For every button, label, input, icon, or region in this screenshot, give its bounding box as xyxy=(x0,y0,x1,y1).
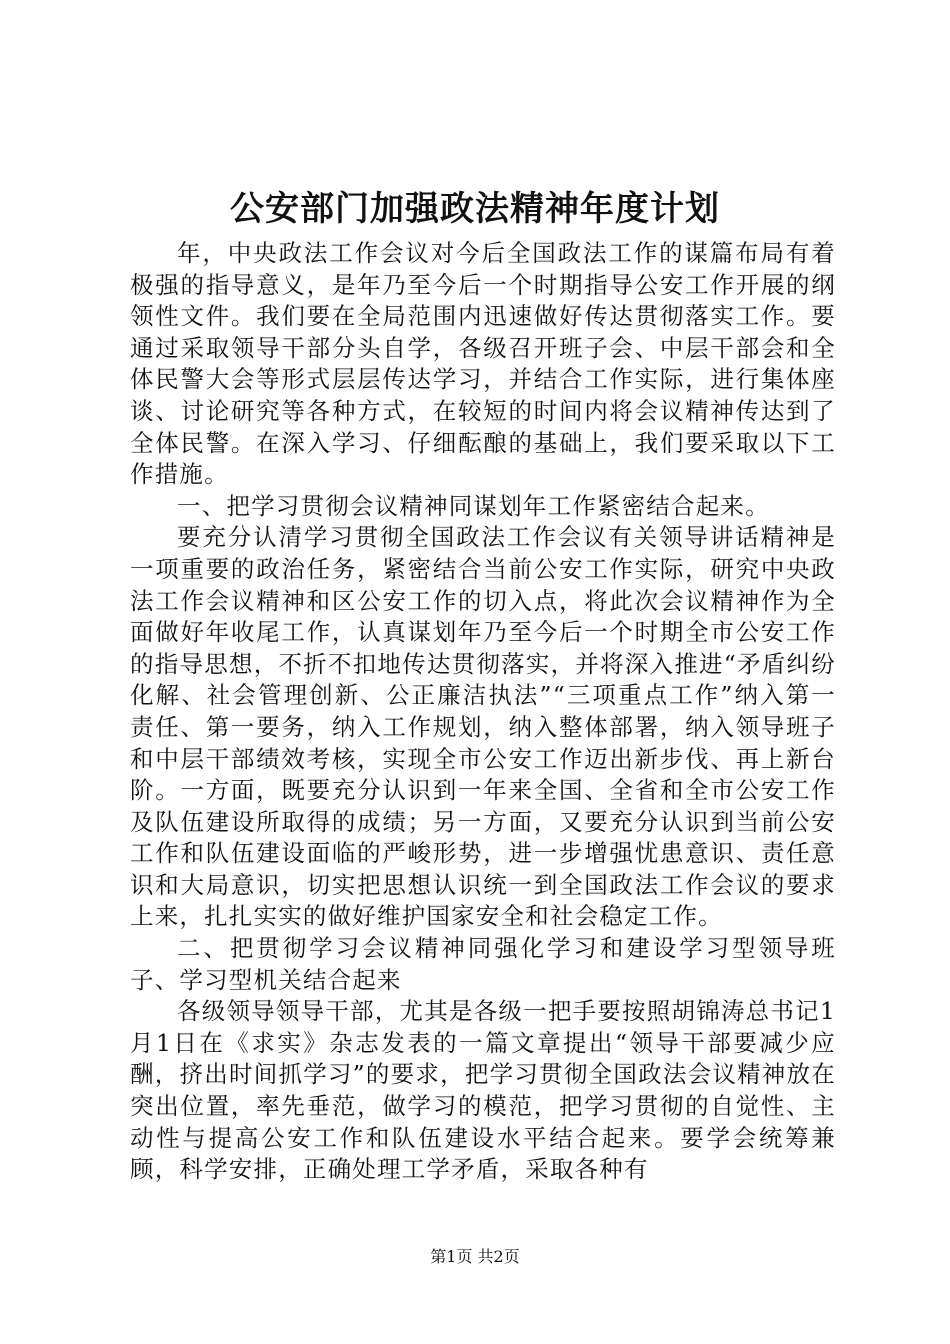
section-heading-1: 一、把学习贯彻会议精神同谋划年工作紧密结合起来。 xyxy=(177,491,770,520)
document-title: 公安部门加强政法精神年度计划 xyxy=(230,189,720,229)
paragraph-intro: 年，中央政法工作会议对今后全国政法工作的谋篇布局有着极强的指导意义，是年乃至今后一个时期指导公安工作开展的纲领性文件。我们要在全局范围内迅速做好传达贯彻落实工作。要通过采取领导干部分头自学，各级召开班子会、中层干部会和全体民警大会等形式层层传达学习，并结合工作实际，进行集体座谈、讨论研究等各种方式，在较短的时间内将会议精神传达到了全体民警。在深入学习、仔细酝酿的基础上，我们要采取以下工作措施。 xyxy=(130,239,836,489)
page-number-footer: 第1页 共2页 xyxy=(430,1247,520,1266)
section-heading-2: 二、把贯彻学习会议精神同强化学习和建设学习型领导班子、学习型机关结合起来 xyxy=(130,934,836,994)
paragraph-section-1: 要充分认清学习贯彻全国政法工作会议有关领导讲话精神是一项重要的政治任务，紧密结合当前公安工作实际，研究中央政法工作会议精神和区公安工作的切入点，将此次会议精神作为全面做好年收尾工作，认真谋划年乃至今后一个时期全市公安工作的指导思想，不折不扣地传达贯彻落实，并将深入推进“矛盾纠纷化解、社会管理创新、公正廉洁执法”“三项重点工作”纳入第一责任、第一要务，纳入工作规划，纳入整体部署，纳入领导班子和中层干部绩效考核，实现全市公安工作迈出新步伐、再上新台阶。一方面，既要充分认识到一年来全国、全省和全市公安工作及队伍建设所取得的成绩；另一方面，又要充分认识到当前公安工作和队伍建设面临的严峻形势，进一步增强忧患意识、责任意识和大局意识，切实把思想认识统一到全国政法工作会议的要求上来，扎扎实实的做好维护国家安全和社会稳定工作。 xyxy=(130,523,836,931)
paragraph-section-2: 各级领导领导干部，尤其是各级一把手要按照胡锦涛总书记1月1日在《求实》杂志发表的一篇文章提出“领导干部要减少应酬，挤出时间抓学习”的要求，把学习贯彻全国政法会议精神放在突出位置，率先垂范，做学习的模范，把学习贯彻的自觉性、主动性与提高公安工作和队伍建设水平结合起来。要学会统筹兼顾，科学安排，正确处理工学矛盾，采取各种有 xyxy=(130,997,836,1184)
document-body xyxy=(130,238,836,1186)
